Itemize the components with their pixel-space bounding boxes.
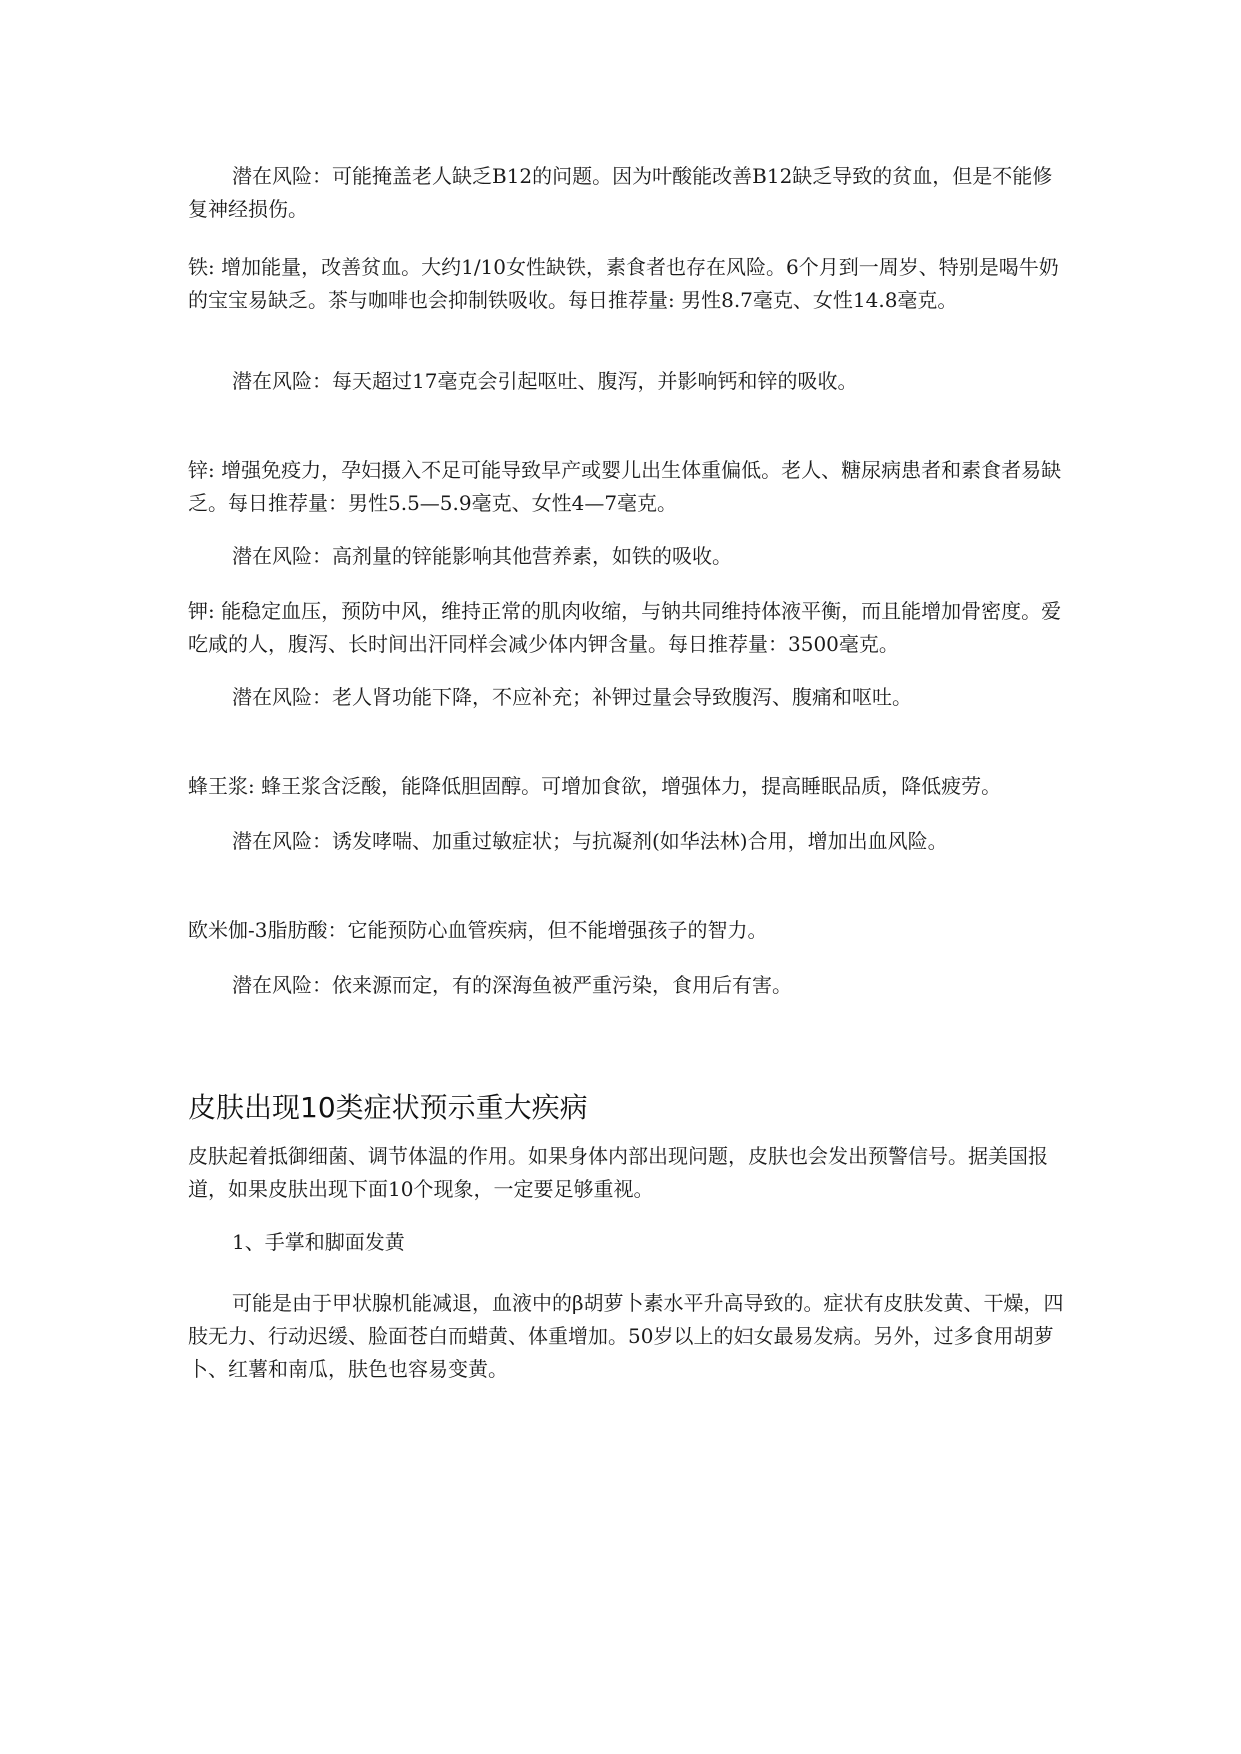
item1-title: 1、手掌和脚面发黄 — [232, 1230, 405, 1254]
omega3-risk-paragraph: 潜在风险：依来源而定，有的深海鱼被严重污染，食用后有害。 — [232, 973, 792, 997]
omega3-paragraph: 欧米伽-3脂肪酸：它能预防心血管疾病，但不能增强孩子的智力。 — [188, 918, 768, 942]
royal-jelly-risk-paragraph: 潜在风险：诱发哮喘、加重过敏症状；与抗凝剂(如华法林)合用，增加出血风险。 — [232, 829, 948, 853]
section-intro-paragraph: 皮肤起着抵御细菌、调节体温的作用。如果身体内部出现问题，皮肤也会发出预警信号。据美国报道，如果皮肤出现下面10个现象，一定要足够重视。 — [188, 1144, 1048, 1201]
section-heading: 皮肤出现10类症状预示重大疾病 — [188, 1091, 588, 1124]
folic-acid-risk-paragraph: 潜在风险：可能掩盖老人缺乏B12的问题。因为叶酸能改善B12缺乏导致的贫血，但是不能修复神经损伤。 — [188, 164, 1053, 221]
potassium-paragraph: 钾: 能稳定血压，预防中风，维持正常的肌肉收缩，与钠共同维持体液平衡，而且能增加骨密度。爱吃咸的人，腹泻、长时间出汗同样会减少体内钾含量。每日推荐量：3500毫克。 — [188, 599, 1062, 656]
royal-jelly-paragraph: 蜂王浆: 蜂王浆含泛酸，能降低胆固醇。可增加食欲，增强体力，提高睡眠品质，降低疲劳。 — [188, 774, 1002, 798]
item1-body: 可能是由于甲状腺机能减退，血液中的β胡萝卜素水平升高导致的。症状有皮肤发黄、干燥，四肢无力、行动迟缓、脸面苍白而蜡黄、体重增加。50岁以上的妇女最易发病。另外，过多食用胡萝卜、红薯和南瓜，肤色也容易变黄。 — [188, 1291, 1064, 1381]
iron-risk-paragraph: 潜在风险：每天超过17毫克会引起呕吐、腹泻，并影响钙和锌的吸收。 — [232, 369, 858, 393]
zinc-paragraph: 锌: 增强免疫力，孕妇摄入不足可能导致早产或婴儿出生体重偏低。老人、糖尿病患者和素食者易缺乏。每日推荐量：男性5.5—5.9毫克、女性4—7毫克。 — [188, 458, 1062, 515]
zinc-risk-paragraph: 潜在风险：高剂量的锌能影响其他营养素，如铁的吸收。 — [232, 544, 732, 568]
potassium-risk-paragraph: 潜在风险：老人肾功能下降，不应补充；补钾过量会导致腹泻、腹痛和呕吐。 — [232, 685, 912, 709]
iron-paragraph: 铁: 增加能量，改善贫血。大约1/10女性缺铁，素食者也存在风险。6个月到一周岁、特别是喝牛奶的宝宝易缺乏。茶与咖啡也会抑制铁吸收。每日推荐量: 男性8.7毫克、女性14.8毫克。 — [188, 255, 1059, 312]
